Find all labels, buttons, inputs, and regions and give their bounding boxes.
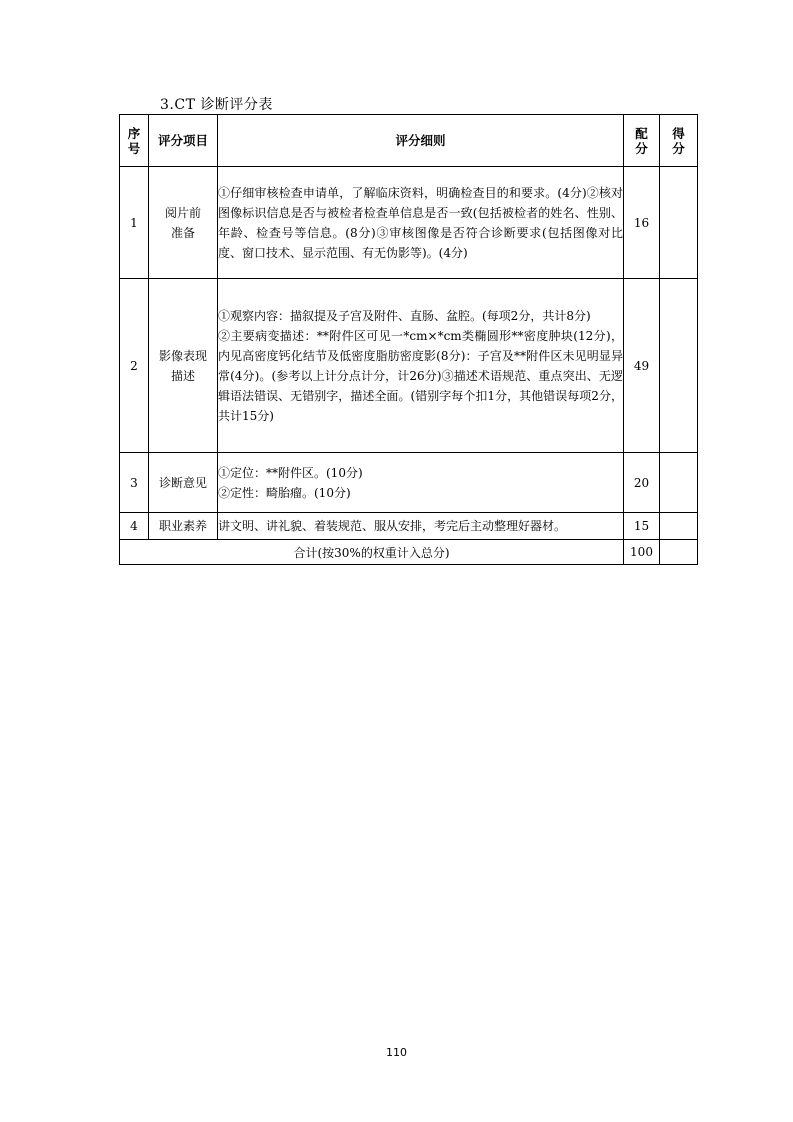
- row-item: 影像表现 描述: [149, 279, 218, 453]
- total-score: 100: [624, 540, 660, 565]
- total-label: 合计(按30%的权重计入总分): [120, 540, 624, 565]
- row-score: 16: [624, 167, 660, 279]
- header-score: 配 分: [624, 115, 660, 167]
- row-detail: 讲文明、讲礼貌、着装规范、服从安排，考完后主动整理好器材。: [218, 513, 624, 540]
- header-get: 得 分: [660, 115, 698, 167]
- total-get[interactable]: [660, 540, 698, 565]
- row-index: 4: [120, 513, 149, 540]
- row-score: 20: [624, 453, 660, 513]
- total-row: [120, 540, 698, 565]
- header-item: 评分项目: [149, 115, 218, 167]
- table-row: [120, 279, 698, 453]
- ct-scoring-table: [119, 114, 698, 565]
- row-score: 49: [624, 279, 660, 453]
- header-detail: 评分细则: [218, 115, 624, 167]
- row-item: 阅片前 准备: [149, 167, 218, 279]
- page-number: 110: [386, 1046, 407, 1059]
- table-row: [120, 513, 698, 540]
- row-item: 职业素养: [149, 513, 218, 540]
- row-detail: ①仔细审核检查申请单，了解临床资料，明确检查目的和要求。(4分)②核对图像标识信息是否与被检者检查单信息是否一致(包括被检者的姓名、性别、年龄、检查号等信息。(8分)③审核图像是否符合诊断要求(包括图像对比度、窗口技术、显示范围、有无伪影等)。(4分): [218, 167, 624, 279]
- table-title: 3.CT 诊断评分表: [160, 97, 273, 113]
- table-row: [120, 453, 698, 513]
- row-get[interactable]: [660, 279, 698, 453]
- row-score: 15: [624, 513, 660, 540]
- header-index: 序 号: [120, 115, 149, 167]
- table-row: [120, 167, 698, 279]
- row-detail: ①定位：**附件区。(10分) ②定性：畸胎瘤。(10分): [218, 453, 624, 513]
- row-get[interactable]: [660, 167, 698, 279]
- header-row: [120, 115, 698, 167]
- row-index: 1: [120, 167, 149, 279]
- row-get[interactable]: [660, 453, 698, 513]
- row-index: 3: [120, 453, 149, 513]
- row-detail: ①观察内容：描叙提及子宫及附件、直肠、盆腔。(每项2分，共计8分) ②主要病变描述：**附件区可见一*cm×*cm类椭圆形**密度肿块(12分)，内见高密度钙化结节及低密度脂肪密度影(8分)：子宫及**附件区未见明显异常(4分)。(参考以上计分点计分，计26分)③描述术语规范、重点突出、无逻辑语法错误、无错别字，描述全面。(错别字每个扣1分，其他错误每项2分，共计15分): [218, 279, 624, 453]
- row-item: 诊断意见: [149, 453, 218, 513]
- row-index: 2: [120, 279, 149, 453]
- row-get[interactable]: [660, 513, 698, 540]
